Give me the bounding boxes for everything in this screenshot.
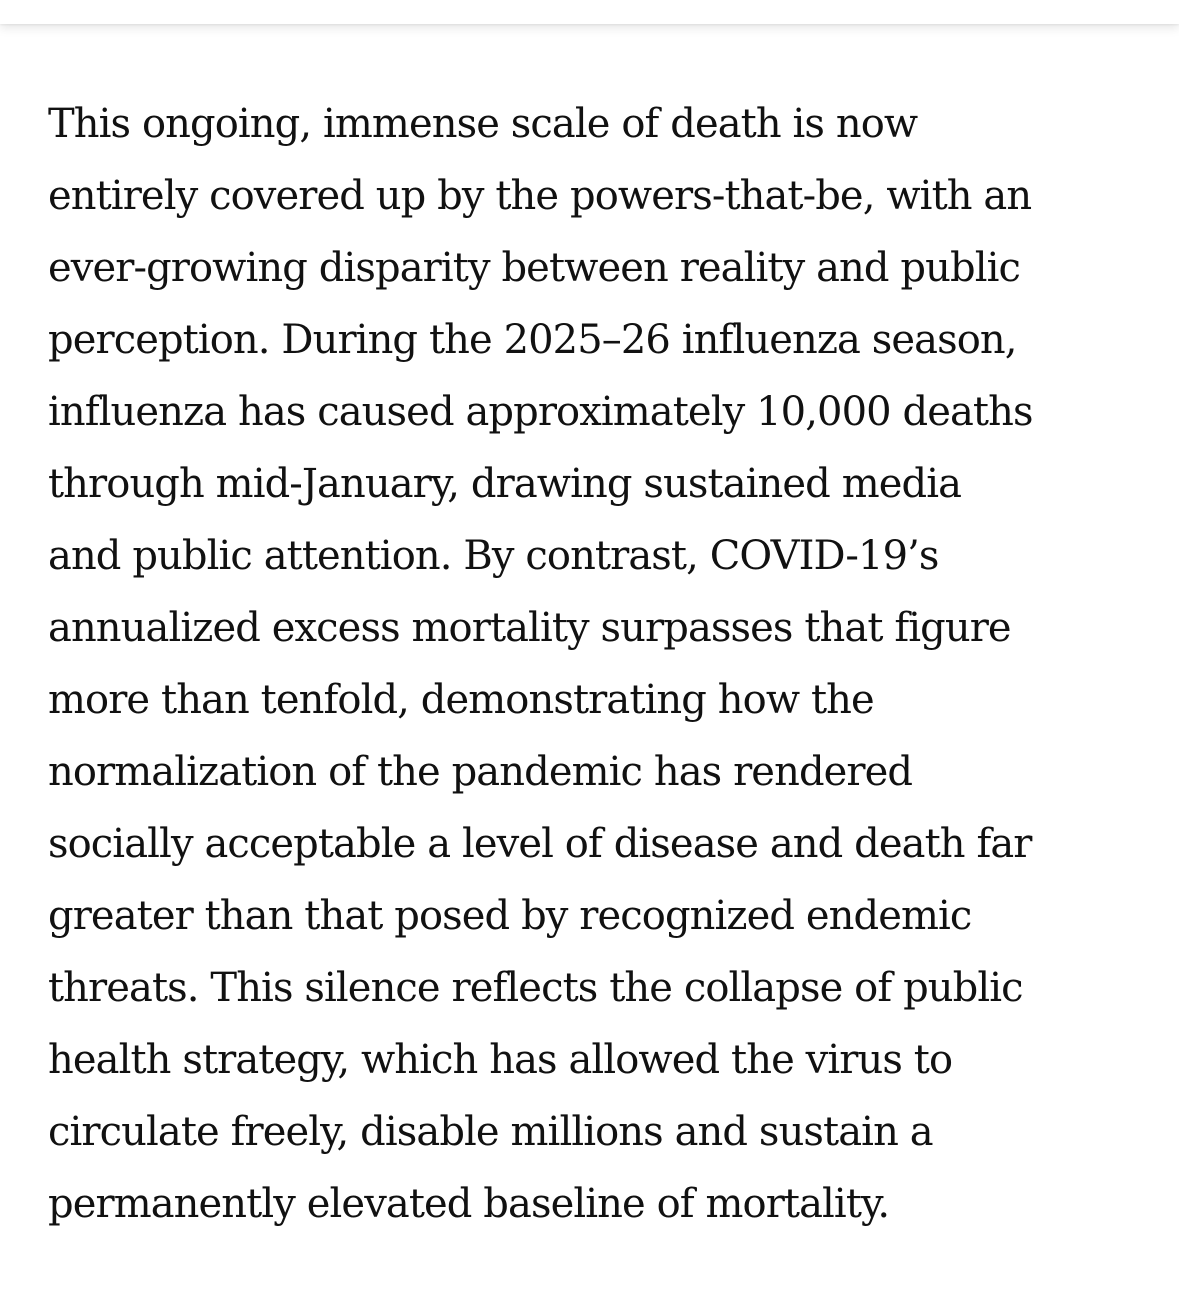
- paragraph-line: more than tenfold, demonstrating how the: [48, 677, 874, 723]
- article-paragraph: [48, 88, 1138, 1240]
- paragraph-line: influenza has caused approximately 10,000 deaths: [48, 389, 1033, 435]
- top-header-bar: [0, 0, 1179, 24]
- paragraph-line: permanently elevated baseline of mortality.: [48, 1181, 890, 1227]
- paragraph-line: ever-growing disparity between reality and public: [48, 245, 1020, 291]
- paragraph-line: circulate freely, disable millions and sustain a: [48, 1109, 933, 1155]
- paragraph-line: This ongoing, immense scale of death is now: [48, 101, 918, 147]
- paragraph-line: through mid-January, drawing sustained media: [48, 461, 962, 507]
- paragraph-line: threats. This silence reflects the collapse of public: [48, 965, 1023, 1011]
- paragraph-line: and public attention. By contrast, COVID-19’s: [48, 533, 939, 579]
- paragraph-line: socially acceptable a level of disease and death far: [48, 821, 1032, 867]
- paragraph-line: greater than that posed by recognized endemic: [48, 893, 972, 939]
- paragraph-line: health strategy, which has allowed the virus to: [48, 1037, 953, 1083]
- paragraph-line: normalization of the pandemic has rendered: [48, 749, 913, 795]
- paragraph-line: annualized excess mortality surpasses that figure: [48, 605, 1011, 651]
- paragraph-line: entirely covered up by the powers-that-be, with an: [48, 173, 1032, 219]
- paragraph-line: perception. During the 2025–26 influenza season,: [48, 317, 1017, 363]
